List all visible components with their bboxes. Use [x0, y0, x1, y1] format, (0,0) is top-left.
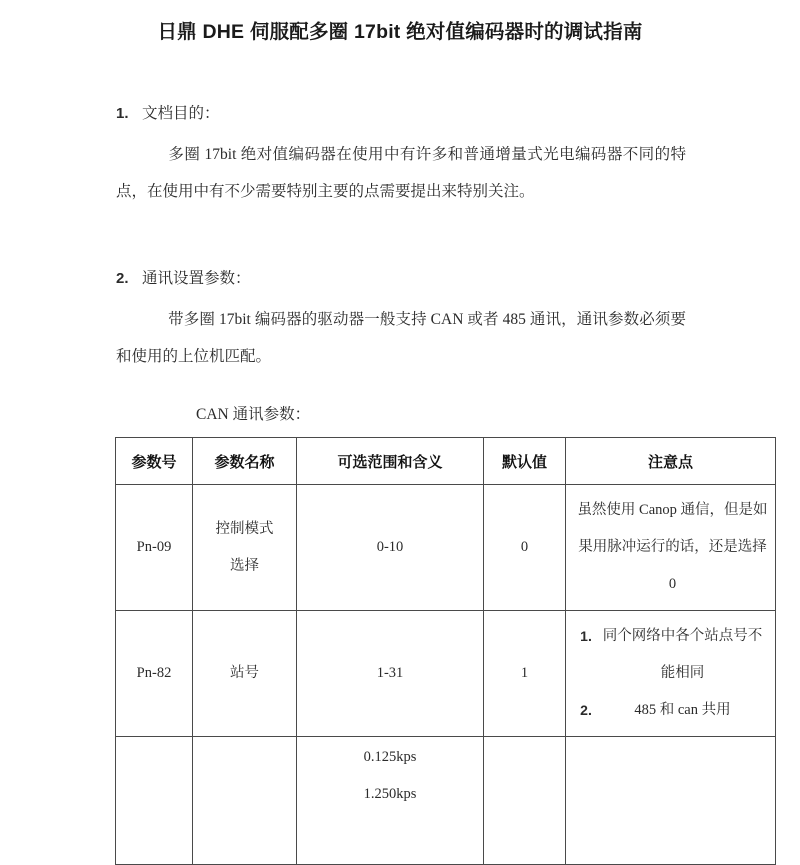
- section-document-purpose: [116, 106, 736, 210]
- section-2-number: 2.: [116, 270, 129, 287]
- note-text: 485 和 can 共用: [634, 702, 731, 718]
- param-name-line-1: 控制模式: [215, 520, 274, 537]
- cell-notes: [566, 611, 776, 737]
- cell-default: [484, 737, 566, 865]
- cell-param-name: 站号: [193, 611, 297, 737]
- cell-notes: [566, 485, 776, 611]
- section-1-heading-row: [116, 106, 736, 122]
- cell-range: 1-31: [297, 611, 484, 737]
- note-text: 同个网络中各个站点号不能相同: [602, 628, 763, 681]
- param-name-line-2: 选择: [230, 557, 259, 574]
- table-row: [116, 737, 776, 865]
- cell-notes: [566, 737, 776, 865]
- note-marker: 1.: [580, 628, 592, 644]
- baudrate-line-1: 0.125kps: [363, 749, 417, 765]
- table-header-notes: 注意点: [566, 438, 776, 485]
- cell-param-no: [116, 737, 193, 865]
- section-2-paragraph: [116, 301, 686, 375]
- cell-range: 0-10: [297, 485, 484, 611]
- section-1-heading: 文档目的：: [142, 105, 220, 122]
- cell-range: [297, 737, 484, 865]
- baudrate-line-2: 1.250kps: [363, 786, 417, 802]
- section-1-paragraph-text: 多圈 17bit 绝对值编码器在使用中有许多和普通增量式光电编码器不同的特点，在使用中有不少需要特别主要的点需要提出来特别关注。: [116, 145, 686, 200]
- table-caption: CAN 通讯参数：: [196, 406, 311, 423]
- section-comm-parameters: [116, 271, 736, 375]
- note-list-item: [576, 692, 769, 729]
- note-paragraph: 虽然使用 Canop 通信，但是如果用脉冲运行的话，还是选择 0: [577, 502, 768, 592]
- section-2-heading: 通讯设置参数：: [142, 270, 251, 287]
- cell-default: 1: [484, 611, 566, 737]
- can-parameter-table: [115, 437, 776, 865]
- cell-default: 0: [484, 485, 566, 611]
- cell-param-name: [193, 485, 297, 611]
- section-1-number: 1.: [116, 105, 129, 122]
- section-2-paragraph-text: 带多圈 17bit 编码器的驱动器一般支持 CAN 或者 485 通讯，通讯参数必须要和使用的上位机匹配。: [116, 310, 686, 365]
- cell-param-name: [193, 737, 297, 865]
- table-header-range: 可选范围和含义: [297, 438, 484, 485]
- section-1-paragraph: [116, 136, 686, 210]
- page-title: 日鼎 DHE 伺服配多圈 17bit 绝对值编码器时的调试指南: [157, 21, 643, 43]
- cell-param-no: Pn-09: [116, 485, 193, 611]
- table-row: [116, 611, 776, 737]
- table-row: [116, 485, 776, 611]
- table-header-default: 默认值: [484, 438, 566, 485]
- table-header-param-no: 参数号: [116, 438, 193, 485]
- table-header-row: [116, 438, 776, 485]
- cell-param-no: Pn-82: [116, 611, 193, 737]
- section-2-heading-row: [116, 271, 736, 287]
- note-marker: 2.: [580, 702, 592, 718]
- table-header-param-name: 参数名称: [193, 438, 297, 485]
- note-list-item: [576, 618, 769, 692]
